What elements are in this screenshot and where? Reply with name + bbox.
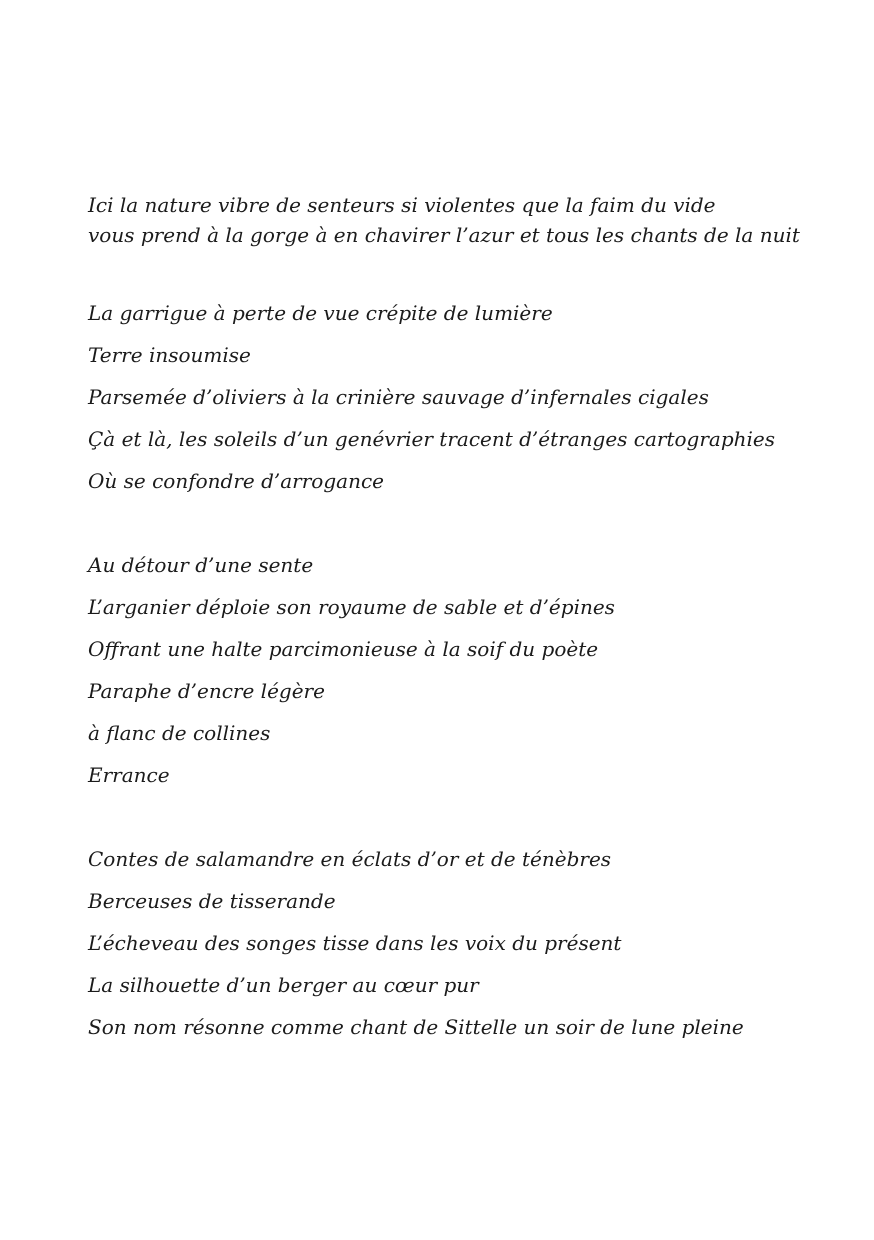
poem-line: L’arganier déploie son royaume de sable et d’épines <box>88 595 615 619</box>
poem-line: Berceuses de tisserande <box>88 889 336 913</box>
poem-line: Contes de salamandre en éclats d’or et de ténèbres <box>88 847 612 871</box>
poem-stanza-2 <box>88 292 804 502</box>
poem-line: Offrant une halte parcimonieuse à la soif du poète <box>88 637 599 661</box>
poem-line: Terre insoumise <box>88 343 251 367</box>
poem-line: Où se confondre d’arrogance <box>88 469 384 493</box>
poem-line: Son nom résonne comme chant de Sittelle un soir de lune pleine <box>88 1015 744 1039</box>
poem-line: Ici la nature vibre de senteurs si violentes que la faim du vide <box>88 193 716 217</box>
poem-line: vous prend à la gorge à en chavirer l’azur et tous les chants de la nuit <box>88 223 800 247</box>
poem-line: L’écheveau des songes tisse dans les voix du présent <box>88 931 622 955</box>
poem-stanza-4 <box>88 838 804 1048</box>
poem-stanza-3 <box>88 544 804 796</box>
poem-line: Errance <box>88 763 170 787</box>
poem-line: à flanc de collines <box>88 721 271 745</box>
poem-stanza-1 <box>88 190 804 250</box>
poem-line: Parsemée d’oliviers à la crinière sauvage d’infernales cigales <box>88 385 709 409</box>
poem-line: Au détour d’une sente <box>88 553 314 577</box>
poem-line: La silhouette d’un berger au cœur pur <box>88 973 479 997</box>
poem-line: Çà et là, les soleils d’un genévrier tracent d’étranges cartographies <box>88 427 776 451</box>
poem-line: Paraphe d’encre légère <box>88 679 325 703</box>
poem-line: La garrigue à perte de vue crépite de lumière <box>88 301 553 325</box>
